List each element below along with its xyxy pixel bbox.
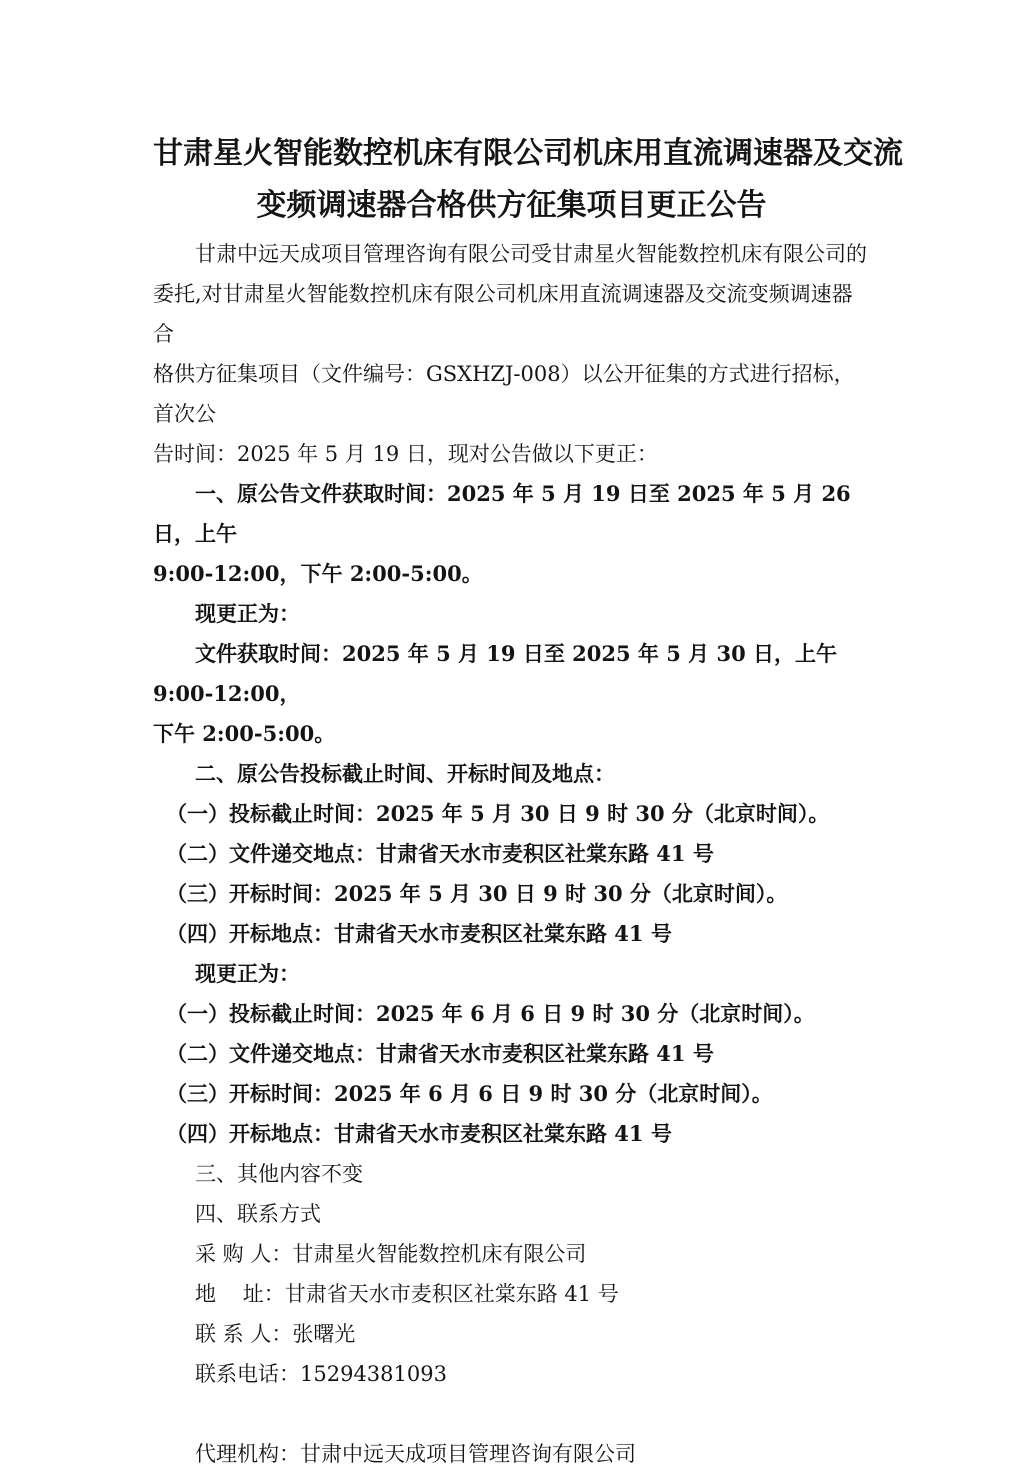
document-body bbox=[153, 234, 870, 1474]
paragraph-line: 地 址：甘肃省天水市麦积区社棠东路 41 号 bbox=[195, 1282, 619, 1306]
paragraph-line: 代理机构：甘肃中远天成项目管理咨询有限公司 bbox=[195, 1442, 636, 1466]
paragraph-line: （三）开标时间：2025 年 5 月 30 日 9 时 30 分（北京时间）。 bbox=[166, 881, 788, 906]
paragraph-line: 格供方征集项目（文件编号：GSXHZJ-008）以公开征集的方式进行招标，首次公 bbox=[153, 362, 855, 426]
paragraph-line: （二）文件递交地点：甘肃省天水市麦积区社棠东路 41 号 bbox=[166, 1041, 714, 1066]
document-title-line1: 甘肃星火智能数控机床有限公司机床用直流调速器及交流 bbox=[153, 136, 903, 171]
paragraph-line: 四、联系方式 bbox=[195, 1202, 321, 1226]
paragraph-line: 三、其他内容不变 bbox=[195, 1162, 363, 1186]
paragraph-line: （二）文件递交地点：甘肃省天水市麦积区社棠东路 41 号 bbox=[166, 841, 714, 866]
paragraph-line: （四）开标地点：甘肃省天水市麦积区社棠东路 41 号 bbox=[166, 921, 672, 946]
paragraph-line: 现更正为： bbox=[195, 601, 300, 626]
paragraph-line: 9:00-12:00，下午 2:00-5:00。 bbox=[153, 561, 483, 586]
paragraph-line: 甘肃中远天成项目管理咨询有限公司受甘肃星火智能数控机床有限公司的 bbox=[195, 242, 867, 266]
paragraph-line: 文件获取时间：2025 年 5 月 19 日至 2025 年 5 月 30 日，上午 9:00-12:00， bbox=[153, 641, 845, 706]
document-title bbox=[153, 128, 903, 232]
paragraph-line: 现更正为： bbox=[195, 961, 300, 986]
paragraph-line: 一、原公告文件获取时间：2025 年 5 月 19 日至 2025 年 5 月 26 日，上午 bbox=[153, 481, 858, 546]
paragraph-line: 委托,对甘肃星火智能数控机床有限公司机床用直流调速器及交流变频调速器合 bbox=[153, 282, 853, 346]
paragraph-line: 下午 2:00-5:00。 bbox=[153, 721, 336, 746]
paragraph-line: 二、原公告投标截止时间、开标时间及地点： bbox=[195, 761, 615, 786]
paragraph-line: 联系电话：15294381093 bbox=[195, 1362, 447, 1386]
document-title-line2: 变频调速器合格供方征集项目更正公告 bbox=[256, 188, 767, 223]
paragraph-line: 告时间：2025 年 5 月 19 日，现对公告做以下更正： bbox=[153, 442, 658, 466]
paragraph-line: （四）开标地点：甘肃省天水市麦积区社棠东路 41 号 bbox=[166, 1121, 672, 1146]
paragraph-line: （一）投标截止时间：2025 年 5 月 30 日 9 时 30 分（北京时间）。 bbox=[166, 801, 830, 826]
paragraph-line: （三）开标时间：2025 年 6 月 6 日 9 时 30 分（北京时间）。 bbox=[166, 1081, 773, 1106]
paragraph-line: 联 系 人：张曙光 bbox=[195, 1322, 356, 1346]
paragraph-line: （一）投标截止时间：2025 年 6 月 6 日 9 时 30 分（北京时间）。 bbox=[166, 1001, 815, 1026]
paragraph-line: 采 购 人：甘肃星火智能数控机床有限公司 bbox=[195, 1242, 587, 1266]
